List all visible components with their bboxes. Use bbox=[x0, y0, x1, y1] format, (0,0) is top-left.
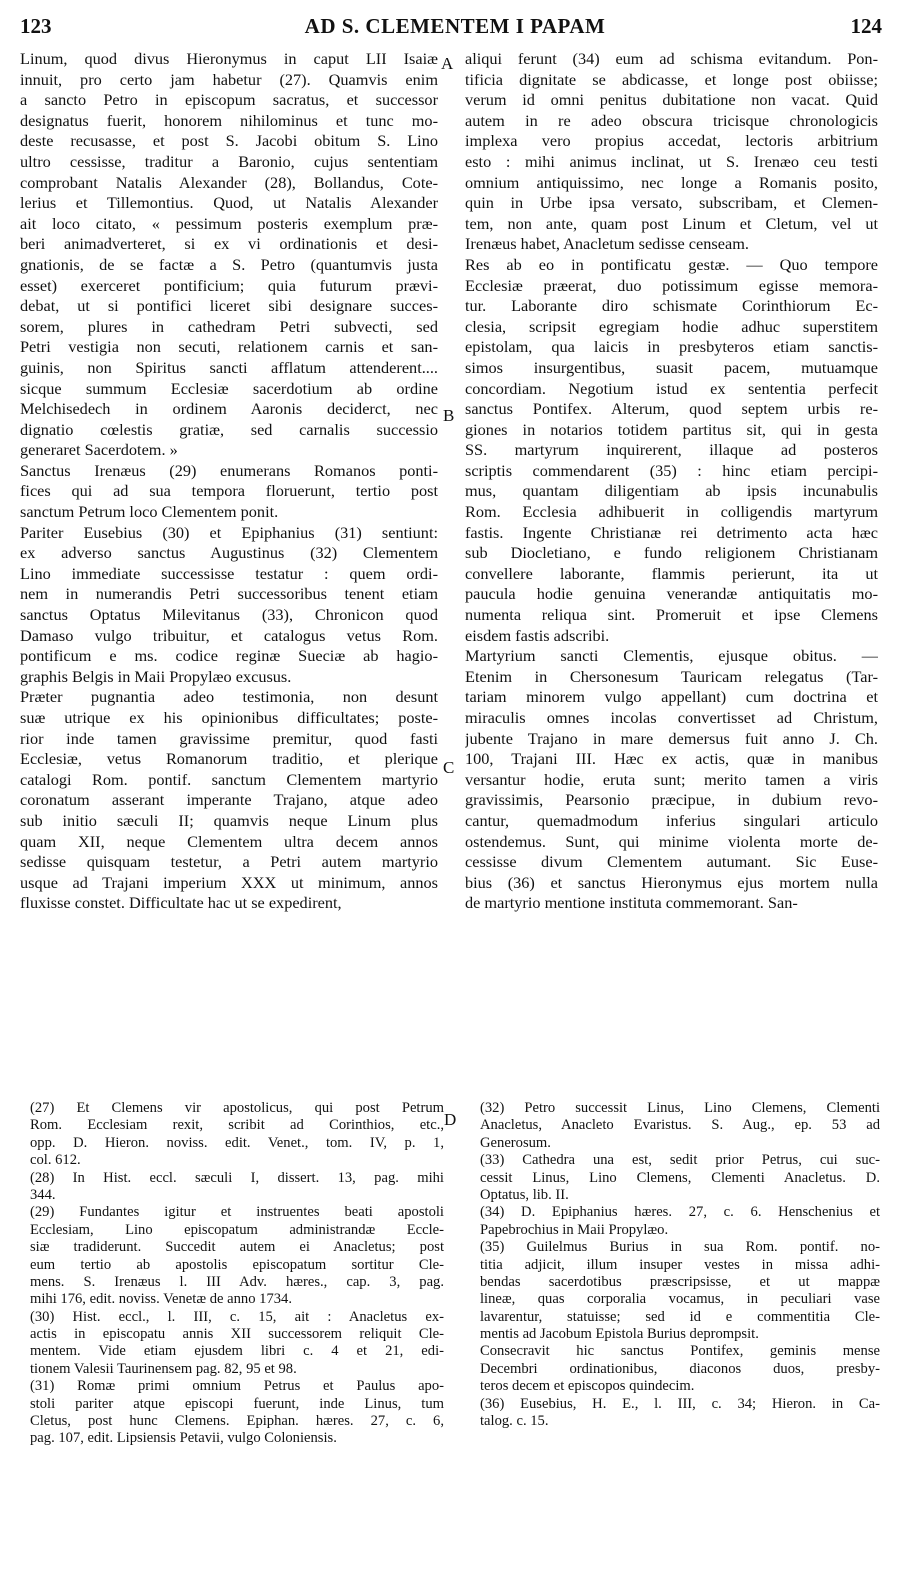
right-text-column bbox=[465, 49, 878, 914]
footnote-line: Rom. Ecclesiam rexit, scribit ad Corinthios, etc., bbox=[30, 1117, 444, 1134]
footnote-line: Generosum. bbox=[480, 1134, 551, 1151]
text-line: Irenæus habet, Anacletum sedisse censeam. bbox=[465, 234, 749, 254]
text-line: clesia, scripsit egregiam hodie adhuc superstitem bbox=[465, 316, 878, 336]
text-line: Res ab eo in pontificatu gestæ. — Quo tempore bbox=[465, 254, 878, 274]
text-line: sedisse quisquam testetur, a Petri autem martyrio bbox=[20, 852, 438, 872]
footnote-line: (35) Guilelmus Burius in sua Rom. pontif. no- bbox=[480, 1239, 880, 1256]
page-number-left: 123 bbox=[20, 14, 52, 38]
footnote-line: (29) Fundantes igitur et instruentes beati apostoli bbox=[30, 1204, 444, 1221]
text-line: sanctus Optatus Milevitanus (33), Chronicon quod bbox=[20, 605, 438, 625]
text-line: autem in re adeo obscura tricisque chronologicis bbox=[465, 110, 878, 130]
text-line: lerius et Tillemontius. Quod, ut Natalis Alexander bbox=[20, 193, 438, 213]
text-line: graphis Belgis in Maii Propylæo excusus. bbox=[20, 666, 292, 686]
text-line: Lino immediate successisse testatur : quem ordi- bbox=[20, 563, 438, 583]
footnote-line: mentem. Vide etiam ejusdem libri c. 4 et 21, edi- bbox=[30, 1343, 444, 1360]
text-line: Melchisedech in ordinem Aaronis deciderct, nec bbox=[20, 399, 438, 419]
text-line: tem, non ante, quam post Linum et Cletum, vel ut bbox=[465, 213, 878, 233]
text-line: Damaso vulgo tribuitur, et catalogus vetus Rom. bbox=[20, 625, 438, 645]
right-footnotes bbox=[480, 1100, 880, 1430]
footnote-line: mens. S. Irenæus l. III Adv. hæres., cap. 3, pag. bbox=[30, 1273, 444, 1290]
footnote-line: (31) Romæ primi omnium Petrus et Paulus apo- bbox=[30, 1378, 444, 1395]
footnote-line: (30) Hist. eccl., l. III, c. 15, ait : Anacletus ex- bbox=[30, 1308, 444, 1325]
text-line: sorem, plures in cathedram Petri subvecti, sed bbox=[20, 316, 438, 336]
footnote-line: lavarentur, statuisse; sed id e commentitia Cle- bbox=[480, 1308, 880, 1325]
text-line: concordiam. Negotium istud ex sententia perfecit bbox=[465, 378, 878, 398]
text-line: convellere laborante, flammis perierunt, ita ut bbox=[465, 563, 878, 583]
text-line: Sanctus Irenæus (29) enumerans Romanos ponti- bbox=[20, 460, 438, 480]
text-line: innuit, pro certo jam habetur (27). Quamvis enim bbox=[20, 69, 438, 89]
text-line: tur. Laborante diro schismate Corinthiorum Ec- bbox=[465, 296, 878, 316]
text-line: verum id omni penitus dubitatione non vacat. Quid bbox=[465, 90, 878, 110]
text-line: esto : mihi animus inclinat, ut S. Irenæo ceu testi bbox=[465, 151, 878, 171]
text-line: cessisse divum Clementem autumant. Sic Euse- bbox=[465, 852, 878, 872]
text-line: cantur, quemadmodum inferius singulari articulo bbox=[465, 810, 878, 830]
text-line: implexa vero propius accedat, lectoris arbitrium bbox=[465, 131, 878, 151]
text-line: a sancto Petro in episcopum sacratus, et successor bbox=[20, 90, 438, 110]
text-line: Martyrium sancti Clementis, ejusque obitus. — bbox=[465, 646, 878, 666]
footnote-line: stoli pariter atque episcopi fuerunt, inde Linus, tum bbox=[30, 1395, 444, 1412]
text-line: comprobant Natalis Alexander (28), Bollandus, Cote- bbox=[20, 172, 438, 192]
text-line: jubente Trajano in mare demersus fuit anno J. Ch. bbox=[465, 728, 878, 748]
footnote-line: pag. 107, edit. Lipsiensis Petavii, vulgo Coloniensis. bbox=[30, 1430, 337, 1447]
footnote-line: (34) D. Epiphanius hæres. 27, c. 6. Henschenius et bbox=[480, 1204, 880, 1221]
left-footnotes bbox=[30, 1100, 444, 1448]
text-line: SS. martyrum inquirerent, illaque ad posteros bbox=[465, 440, 878, 460]
text-line: quin in Urbe ipsa versato, subscribam, et Clemen- bbox=[465, 193, 878, 213]
text-line: sanctus Pontifex. Alterum, quod septem urbis re- bbox=[465, 399, 878, 419]
footnote-line: cessit Linus, Lino Clemens, Clementi Anacletus. D. bbox=[480, 1169, 880, 1186]
footnote-line: bendas sacerdotibus præscripsisse, et ut mappæ bbox=[480, 1273, 880, 1290]
text-line: Præter pugnantia adeo testimonia, non desunt bbox=[20, 687, 438, 707]
text-line: esset) exerceret pontificium; quia futurum prævi- bbox=[20, 275, 438, 295]
text-line: pontificum e ms. codice reginæ Sueciæ ab hagio- bbox=[20, 646, 438, 666]
margin-marker-b: B bbox=[443, 406, 455, 425]
text-line: sanctum Petrum loco Clementem ponit. bbox=[20, 502, 279, 522]
text-line: Linum, quod divus Hieronymus in caput LII Isaiæ bbox=[20, 49, 438, 68]
text-line: fices qui ad sua tempora floruerunt, tertio post bbox=[20, 481, 438, 501]
text-line: ultro cessisse, traditur a Baronio, cujus sententiam bbox=[20, 151, 438, 171]
page-number-right: 124 bbox=[850, 14, 882, 38]
text-line: bius (36) et sanctus Hieronymus ejus mortem nulla bbox=[465, 872, 878, 892]
text-line: nem in numerandis Petri successoribus tenent etiam bbox=[20, 584, 438, 604]
text-line: simos insurgentibus, suasit pacem, mutuamque bbox=[465, 357, 878, 377]
text-line: Ecclesiæ, vetus Romanorum traditio, et plerique bbox=[20, 749, 438, 769]
text-line: epistolam, qua laicis in presbyteros etiam sanctis- bbox=[465, 337, 878, 357]
footnote-line: Papebrochius in Maii Propylæo. bbox=[480, 1221, 669, 1238]
text-line: ait loco citato, « pessimum posteris exemplum præ- bbox=[20, 213, 438, 233]
running-title: AD S. CLEMENTEM I PAPAM bbox=[304, 14, 606, 38]
text-line: sub initio sæculi II; quamvis neque Linum plus bbox=[20, 810, 438, 830]
footnote-line: Cletus, post hunc Clemens. Epiphan. hæres. 27, c. 6, bbox=[30, 1413, 444, 1430]
footnote-line: (33) Cathedra una est, sedit prior Petrus, cui suc- bbox=[480, 1152, 880, 1169]
text-line: numenta reliqua sint. Promeruit et ipse Clemens bbox=[465, 605, 878, 625]
text-line: tificia dignitate se abdicasse, et longe post obiisse; bbox=[465, 69, 878, 89]
left-text-column bbox=[20, 49, 438, 914]
footnote-line: opp. D. Hieron. noviss. edit. Venet., tom. IV, p. 1, bbox=[30, 1134, 444, 1151]
footnote-line: titia adjicit, illum insuper vestes in missa adhi- bbox=[480, 1256, 880, 1273]
text-line: giones in notarios totidem partitus sit, qui in gesta bbox=[465, 419, 878, 439]
text-line: generaret Sacerdotem. » bbox=[20, 440, 178, 460]
footnote-line: siæ tradiderunt. Succedit autem ei Anacletus; post bbox=[30, 1239, 444, 1256]
text-line: paucula hodie genuina venerandæ antiquitatis mo- bbox=[465, 584, 878, 604]
text-line: sicque summum Ecclesiæ sacerdotium ab ordine bbox=[20, 378, 438, 398]
text-line: gravissimis, Pearsonio præcipue, in dubium revo- bbox=[465, 790, 878, 810]
text-line: mus, quantam diligentiam ab ipsis incunabulis bbox=[465, 481, 878, 501]
text-line: versantur hodie, eruta sunt; merito tamen a viris bbox=[465, 769, 878, 789]
footnote-line: Anacletus, Anacleto Evaristus. S. Aug., ep. 53 ad bbox=[480, 1117, 880, 1134]
footnote-line: actis in episcopatu annis XII successorem reliquit Cle- bbox=[30, 1326, 444, 1343]
footnote-line: mentis ad Jacobum Epistola Burius deprompsit. bbox=[480, 1326, 759, 1343]
text-line: deste recusasse, et post S. Jacobi obitum S. Lino bbox=[20, 131, 438, 151]
text-line: Etenim in Chersonesum Tauricam relegatus (Tar- bbox=[465, 666, 878, 686]
text-line: rior inde tamen gravissime premitur, quod fasti bbox=[20, 728, 438, 748]
text-line: designatus fuerit, honorem nihilominus et tunc mo- bbox=[20, 110, 438, 130]
footnote-line: col. 612. bbox=[30, 1152, 81, 1169]
footnote-line: lineæ, quas corporalia vocamus, in peculiari vase bbox=[480, 1291, 880, 1308]
text-line: dignatio cœlestis gratiæ, sed carnalis successio bbox=[20, 419, 438, 439]
margin-marker-c: C bbox=[443, 758, 455, 777]
footnote-line: (36) Eusebius, H. E., l. III, c. 34; Hieron. in Ca- bbox=[480, 1395, 880, 1412]
footnote-line: tionem Valesii Taurinensem pag. 82, 95 et 98. bbox=[30, 1360, 297, 1377]
text-line: scriptis commendarent (35) : hinc etiam percipi- bbox=[465, 460, 878, 480]
text-line: ostendemus. Sunt, qui minime violenta morte de- bbox=[465, 831, 878, 851]
footnote-line: (27) Et Clemens vir apostolicus, qui post Petrum bbox=[30, 1100, 444, 1116]
running-header bbox=[0, 14, 910, 46]
footnote-line: Decembri ordinationibus, diaconos duos, presby- bbox=[480, 1360, 880, 1377]
text-line: quam XII, neque Clementem ultra decem annos bbox=[20, 831, 438, 851]
text-line: catalogi Rom. pontif. sanctum Clementem martyrio bbox=[20, 769, 438, 789]
footnote-line: 344. bbox=[30, 1186, 56, 1203]
text-line: Rom. Ecclesia adhibuerit in colligendis martyrum bbox=[465, 502, 878, 522]
text-line: guinis, non Spiritus sancti afflatum attenderent.... bbox=[20, 357, 438, 377]
text-line: debat, ut si pontifici liceret sibi designare succes- bbox=[20, 296, 438, 316]
text-line: beri animadverteret, si ex vi ordinationis et desi- bbox=[20, 234, 438, 254]
text-line: Ecclesiæ præerat, duo potissimum egisse memora- bbox=[465, 275, 878, 295]
footnote-line: Optatus, lib. II. bbox=[480, 1186, 569, 1203]
text-line: Pariter Eusebius (30) et Epiphanius (31) sentiunt: bbox=[20, 522, 438, 542]
text-line: Petri vestigia non secuti, relationem carnis et san- bbox=[20, 337, 438, 357]
footnote-line: eum tertio ab apostolis episcopatum sortitur Cle- bbox=[30, 1256, 444, 1273]
footnote-line: (32) Petro successit Linus, Lino Clemens, Clementi bbox=[480, 1100, 880, 1116]
text-line: tariam minorem vulgo appellant) cum doctrina et bbox=[465, 687, 878, 707]
text-line: usque ad Trajani imperium XXX ut minimum, annos bbox=[20, 872, 438, 892]
text-line: de martyrio mentione instituta commemorant. San- bbox=[465, 893, 798, 913]
text-line: coronatum asserant imperante Trajano, atque adeo bbox=[20, 790, 438, 810]
footnote-line: talog. c. 15. bbox=[480, 1413, 549, 1430]
text-line: aliqui ferunt (34) eum ad schisma evitandum. Pon- bbox=[465, 49, 878, 68]
footnote-line: (28) In Hist. eccl. sæculi I, dissert. 13, pag. mihi bbox=[30, 1169, 444, 1186]
text-line: fastis. Ingente Christianæ rei detrimento acta hæc bbox=[465, 522, 878, 542]
text-line: omnium antiquissimo, nec longe a Romanis posito, bbox=[465, 172, 878, 192]
margin-marker-d: D bbox=[444, 1110, 457, 1129]
text-line: eisdem fastis adscribi. bbox=[465, 625, 610, 645]
footnote-line: Consecravit hic sanctus Pontifex, geminis mense bbox=[480, 1343, 880, 1360]
text-line: miraculis omnes incolas convertisset ad Christum, bbox=[465, 708, 878, 727]
text-line: 100, Trajani III. Hæc ex actis, quæ in manibus bbox=[465, 749, 878, 769]
footnote-line: mihi 176, edit. noviss. Venetæ de anno 1734. bbox=[30, 1291, 292, 1308]
text-line: gnationis, de se factæ a S. Petro (quantumvis justa bbox=[20, 254, 438, 274]
footnote-line: teros decem et episcopos quindecim. bbox=[480, 1378, 695, 1395]
footnote-line: Ecclesiam, Lino episcopatum administrandæ Eccle- bbox=[30, 1221, 444, 1238]
text-line: fluxisse constet. Difficultate hac ut se expedirent, bbox=[20, 893, 342, 913]
text-line: sub Diocletiano, e fundo religionem Christianam bbox=[465, 543, 878, 563]
margin-marker-a: A bbox=[441, 54, 454, 73]
text-line: ex adverso sanctus Augustinus (32) Clementem bbox=[20, 543, 438, 563]
text-line: suæ utrique ex his opinionibus difficultates; poste- bbox=[20, 708, 438, 727]
